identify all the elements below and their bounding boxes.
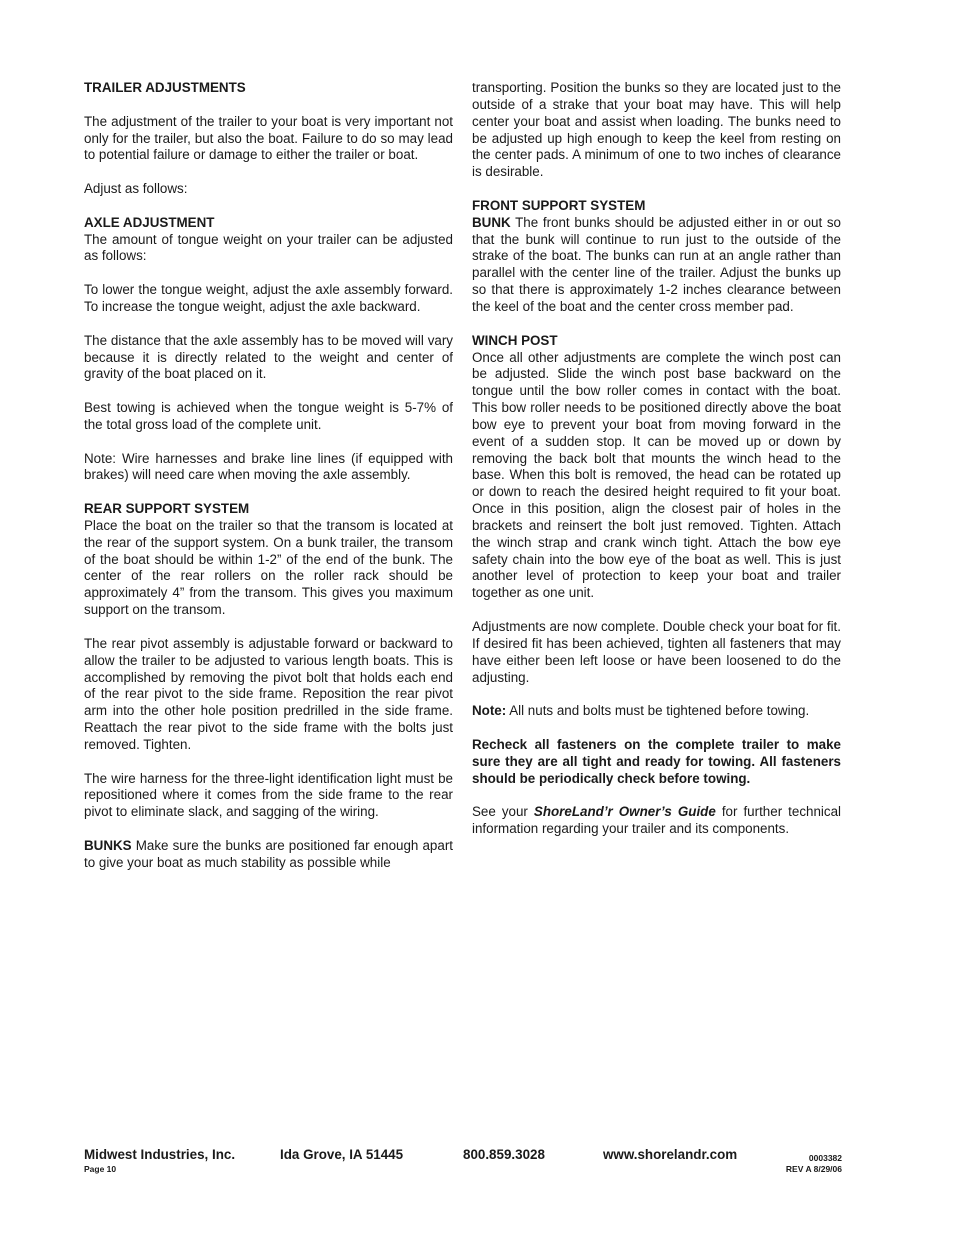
axle-paragraph-1: The amount of tongue weight on your trailer can be adjusted as follows: (84, 231, 453, 264)
complete-paragraph: Adjustments are now complete. Double check your boat for fit. If desired fit has been achieved, tighten all fasteners that may have either been left loose or have been loosened to do the adjusting. (472, 619, 841, 685)
bunks-label: BUNKS (84, 837, 132, 853)
page-footer (84, 1147, 842, 1177)
note-text: All nuts and bolts must be tightened before towing. (506, 703, 810, 719)
see-prefix: See your (472, 804, 534, 820)
bunks-text: Make sure the bunks are positioned far enough apart to give your boat as much stability as possible while (84, 837, 453, 870)
owners-guide-title: ShoreLand’r Owner’s Guide (533, 804, 716, 820)
footer-revision: REV A 8/29/06 (785, 1164, 842, 1174)
bunks-continued-paragraph: transporting. Position the bunks so they are located just to the outside of a strake that your boat may have. This will help center your boat and assist when loading. The bunks need to be adjusted up high enough to keep the keel from resting on the center pads. A minimum of one to two inches of clearance is desirable. (472, 80, 841, 180)
recheck-paragraph (472, 737, 841, 788)
recheck-text: Recheck all fasteners on the complete trailer to make sure they are all tight and ready for towing. All fasteners should be periodically check before towing. (472, 736, 841, 786)
right-column (472, 80, 841, 855)
section-heading-trailer-adjustments: TRAILER ADJUSTMENTS (84, 80, 246, 95)
winch-paragraph: Once all other adjustments are complete the winch post can be adjusted. Slide the winch post base backward on the tongue until the bow roller comes in contact with the boat. This bow roller needs to be positioned directly above the boat bow eye to prevent your boat from moving forward in the event of a sudden stop. It can be moved up or down by removing the back bolt that mounts the winch head to the base. When this bolt is removed, the head can be rotated up or down to reach the desired height required to fit your boat. Once in this position, align the closest pair of holes in the brackets and reinsert the bolt just removed. Tighten. Attach the winch strap and crank winch tight. Attach the bow eye safety chain into the bow eye of the boat as well. This is just another level of protection to keep your boat and trailer together as one unit. (472, 349, 841, 601)
front-bunk-paragraph (472, 215, 841, 316)
axle-paragraph-5: Note: Wire harnesses and brake line lines (if equipped with brakes) will need care when moving the axle assembly. (84, 450, 453, 483)
left-column (84, 80, 453, 872)
footer-location: Ida Grove, IA 51445 (280, 1147, 404, 1162)
see-guide-paragraph (472, 804, 841, 838)
note-label: Note: (472, 703, 507, 719)
rear-paragraph-1: Place the boat on the trailer so that the transom is located at the rear of the support system. On a bunk trailer, the transom of the boat should be within 1-2” of the end of the bunk. The center of the rear rollers on the roller rack should be approximately 4” from the transom. This gives you maximum support on the transom. (84, 517, 453, 618)
section-heading-axle-adjustment: AXLE ADJUSTMENT (84, 214, 215, 230)
rear-paragraph-3: The wire harness for the three-light identification light must be repositioned where it comes from the side frame to the rear pivot to eliminate slack, and sagging of the wiring. (84, 770, 453, 820)
bunk-label: BUNK (472, 214, 511, 230)
intro-paragraph: The adjustment of the trailer to your boat is very important not only for the trailer, but also the boat. Failure to do so may lead to potential failure or damage to either the trailer or boat. (84, 113, 453, 163)
section-heading-front-support: FRONT SUPPORT SYSTEM (472, 197, 646, 213)
section-heading-winch-post: WINCH POST (472, 332, 558, 348)
footer-page-number: Page 10 (84, 1164, 117, 1174)
footer-company: Midwest Industries, Inc. (84, 1147, 236, 1162)
axle-paragraph-3: The distance that the axle assembly has to be moved will vary because it is directly related to the weight and center of gravity of the boat placed on it. (84, 332, 453, 382)
see-suffix: for further technical information regarding your trailer and its components. (472, 804, 842, 837)
axle-paragraph-2: To lower the tongue weight, adjust the axle assembly forward. To increase the tongue weight, adjust the axle backward. (84, 282, 453, 314)
section-heading-rear-support: REAR SUPPORT SYSTEM (84, 501, 250, 517)
rear-paragraph-2: The rear pivot assembly is adjustable forward or backward to allow the trailer to be adjusted to various length boats. This is accomplished by removing the pivot bolt that holds each end of the rear pivot to the side frame. Reposition the rear pivot arm into the other hole position predrilled in the side frame. Reattach the rear pivot to the side frame with the bolts just removed. Tighten. (84, 635, 453, 752)
bunk-text: The front bunks should be adjusted either in or out so that the bunk will continue to run just to the outside of the strake of the boat. The bunks can run at an angle rather than parallel with the center line of the trailer. Adjust the bunks up so that there is approximately 1-2 inches clearance between the keel of the boat and the center cross member pad. (472, 214, 841, 314)
note-paragraph (472, 703, 841, 720)
footer-doc-number: 0003382 (808, 1153, 842, 1163)
adjust-as-follows: Adjust as follows: (84, 181, 188, 197)
footer-website: www.shorelandr.com (603, 1147, 738, 1162)
bunks-paragraph (84, 838, 453, 872)
axle-paragraph-4: Best towing is achieved when the tongue weight is 5-7% of the total gross load of the complete unit. (84, 400, 453, 432)
footer-phone: 800.859.3028 (463, 1147, 545, 1162)
